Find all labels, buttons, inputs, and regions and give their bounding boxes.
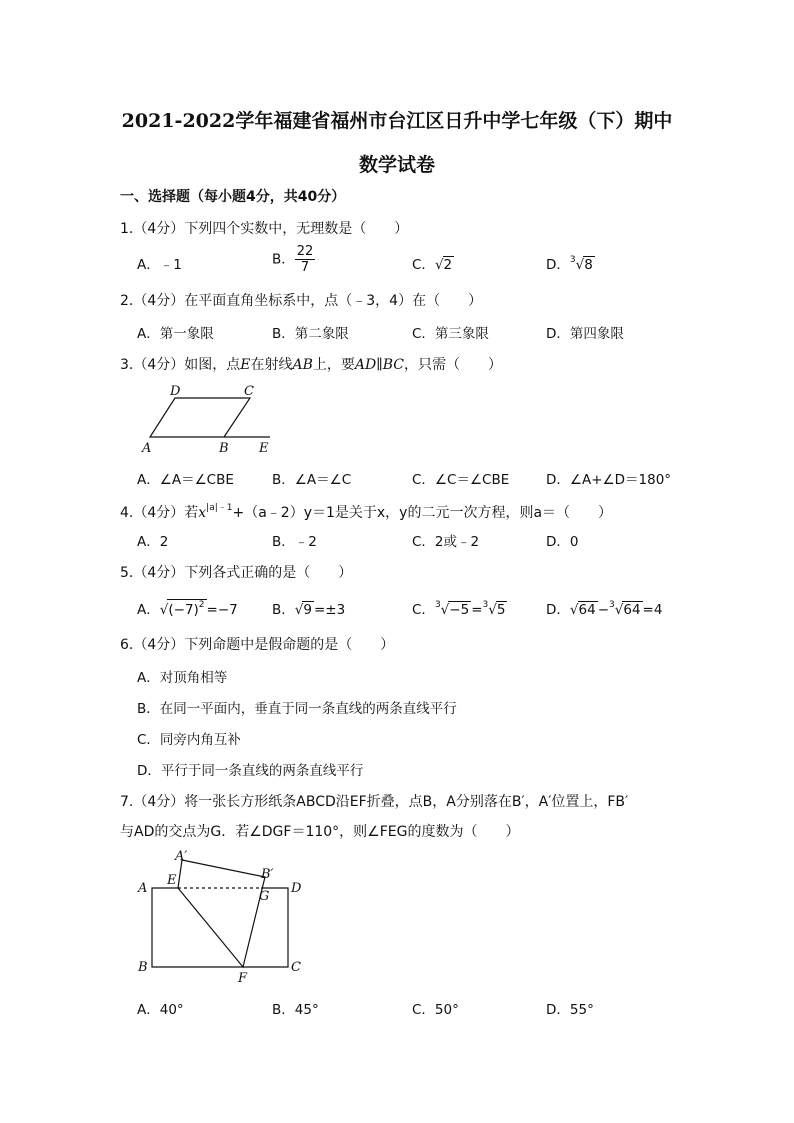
- q7-option-c: C．50°: [412, 1002, 459, 1018]
- label-a-prime: A′: [175, 849, 188, 864]
- q1-option-c: C．√2: [412, 257, 453, 273]
- label-g: G: [259, 889, 270, 904]
- q2-option-a: A．第一象限: [137, 326, 214, 342]
- label-c: C: [244, 384, 254, 399]
- label-a: A: [138, 881, 148, 896]
- q7-option-a: A．40°: [137, 1002, 184, 1018]
- q4-option-a: A．2: [137, 534, 169, 550]
- q4-option-d: D．0: [546, 534, 579, 550]
- q2-option-d: D．第四象限: [546, 326, 624, 342]
- label-c: C: [291, 960, 301, 975]
- paper-title-line1: 2021-2022学年福建省福州市台江区日升中学七年级（下）期中: [121, 110, 673, 132]
- q2-option-c: C．第三象限: [412, 326, 489, 342]
- fraction: $\frac{22}{7}$: [296, 244, 314, 275]
- label-d: D: [291, 881, 302, 896]
- label-d: D: [170, 384, 181, 399]
- q3-parallelogram-figure: [138, 380, 278, 458]
- q5-option-b: B．√9 =±3: [272, 602, 346, 618]
- q6-option-b: B．在同一平面内，垂直于同一条直线的两条直线平行: [137, 701, 457, 717]
- question-4-stem: 4.（4分）若$x^{|a|﹣1}+(a﹣2)y=1$是关于x，y的二元一次方程，则a＝（ ）: [120, 503, 613, 521]
- q7-option-b: B．45°: [272, 1002, 319, 1018]
- question-7-stem-line1: 7.（4分）将一张长方形纸条ABCD沿EF折叠，点B，A分别落在B′，A′位置上，FB′: [120, 794, 629, 810]
- label-b: B: [138, 960, 148, 975]
- q6-option-c: C．同旁内角互补: [137, 732, 241, 748]
- question-2-stem: 2.（4分）在平面直角坐标系中，点（﹣3，4）在（ ）: [120, 293, 483, 309]
- question-7-stem-line2: 与AD的交点为G．若∠DGF＝110°，则∠FEG的度数为（ ）: [120, 824, 520, 840]
- question-1-stem: 1.（4分）下列四个实数中，无理数是（ ）: [120, 221, 409, 237]
- label-b: B: [219, 441, 229, 456]
- q6-option-a: A．对顶角相等: [137, 670, 228, 686]
- folded-flap: [178, 860, 265, 967]
- paper-title-line2: 数学试卷: [358, 154, 435, 176]
- q3-option-d: D．∠A+∠D＝180°: [546, 472, 672, 488]
- q1-option-d: D．$^3$√8: [546, 255, 593, 273]
- label-f: F: [238, 971, 248, 986]
- q5-option-c: C．$^3$√−5 =$^3$√5: [412, 600, 506, 618]
- q1-option-b: B． $\frac{22}{7}$: [272, 244, 314, 275]
- q4-option-b: B．﹣2: [272, 534, 317, 550]
- label-a: A: [142, 441, 152, 456]
- q4-option-c: C．2或﹣2: [412, 534, 480, 550]
- q5-option-a: A．$√(-7)^2 =-7$: [137, 600, 238, 618]
- q7-folded-rectangle-figure: [130, 846, 320, 986]
- q5-option-d: D．√64 −$^3$√64 =4: [546, 600, 663, 618]
- q3-option-c: C．∠C＝∠CBE: [412, 472, 510, 488]
- question-3-stem: 3.（4分）如图，点E在射线AB上，要AD∥BC，只需（ ）: [120, 357, 502, 373]
- q2-option-b: B．第二象限: [272, 326, 349, 342]
- q3-option-b: B．∠A＝∠C: [272, 472, 352, 488]
- question-5-stem: 5.（4分）下列各式正确的是（ ）: [120, 565, 353, 581]
- section-heading: 一、选择题（每小题4分，共40分）: [120, 189, 346, 205]
- q6-option-d: D．平行于同一条直线的两条直线平行: [137, 763, 364, 779]
- question-6-stem: 6.（4分）下列命题中是假命题的是（ ）: [120, 637, 395, 653]
- parallelogram-abcd: [150, 398, 250, 437]
- q1-option-a: A．﹣1: [137, 257, 182, 273]
- q7-option-d: D．55°: [546, 1002, 594, 1018]
- label-e: E: [167, 873, 177, 888]
- q3-option-a: A．∠A＝∠CBE: [137, 472, 234, 488]
- label-b-prime: B′: [261, 867, 274, 882]
- label-e: E: [259, 441, 269, 456]
